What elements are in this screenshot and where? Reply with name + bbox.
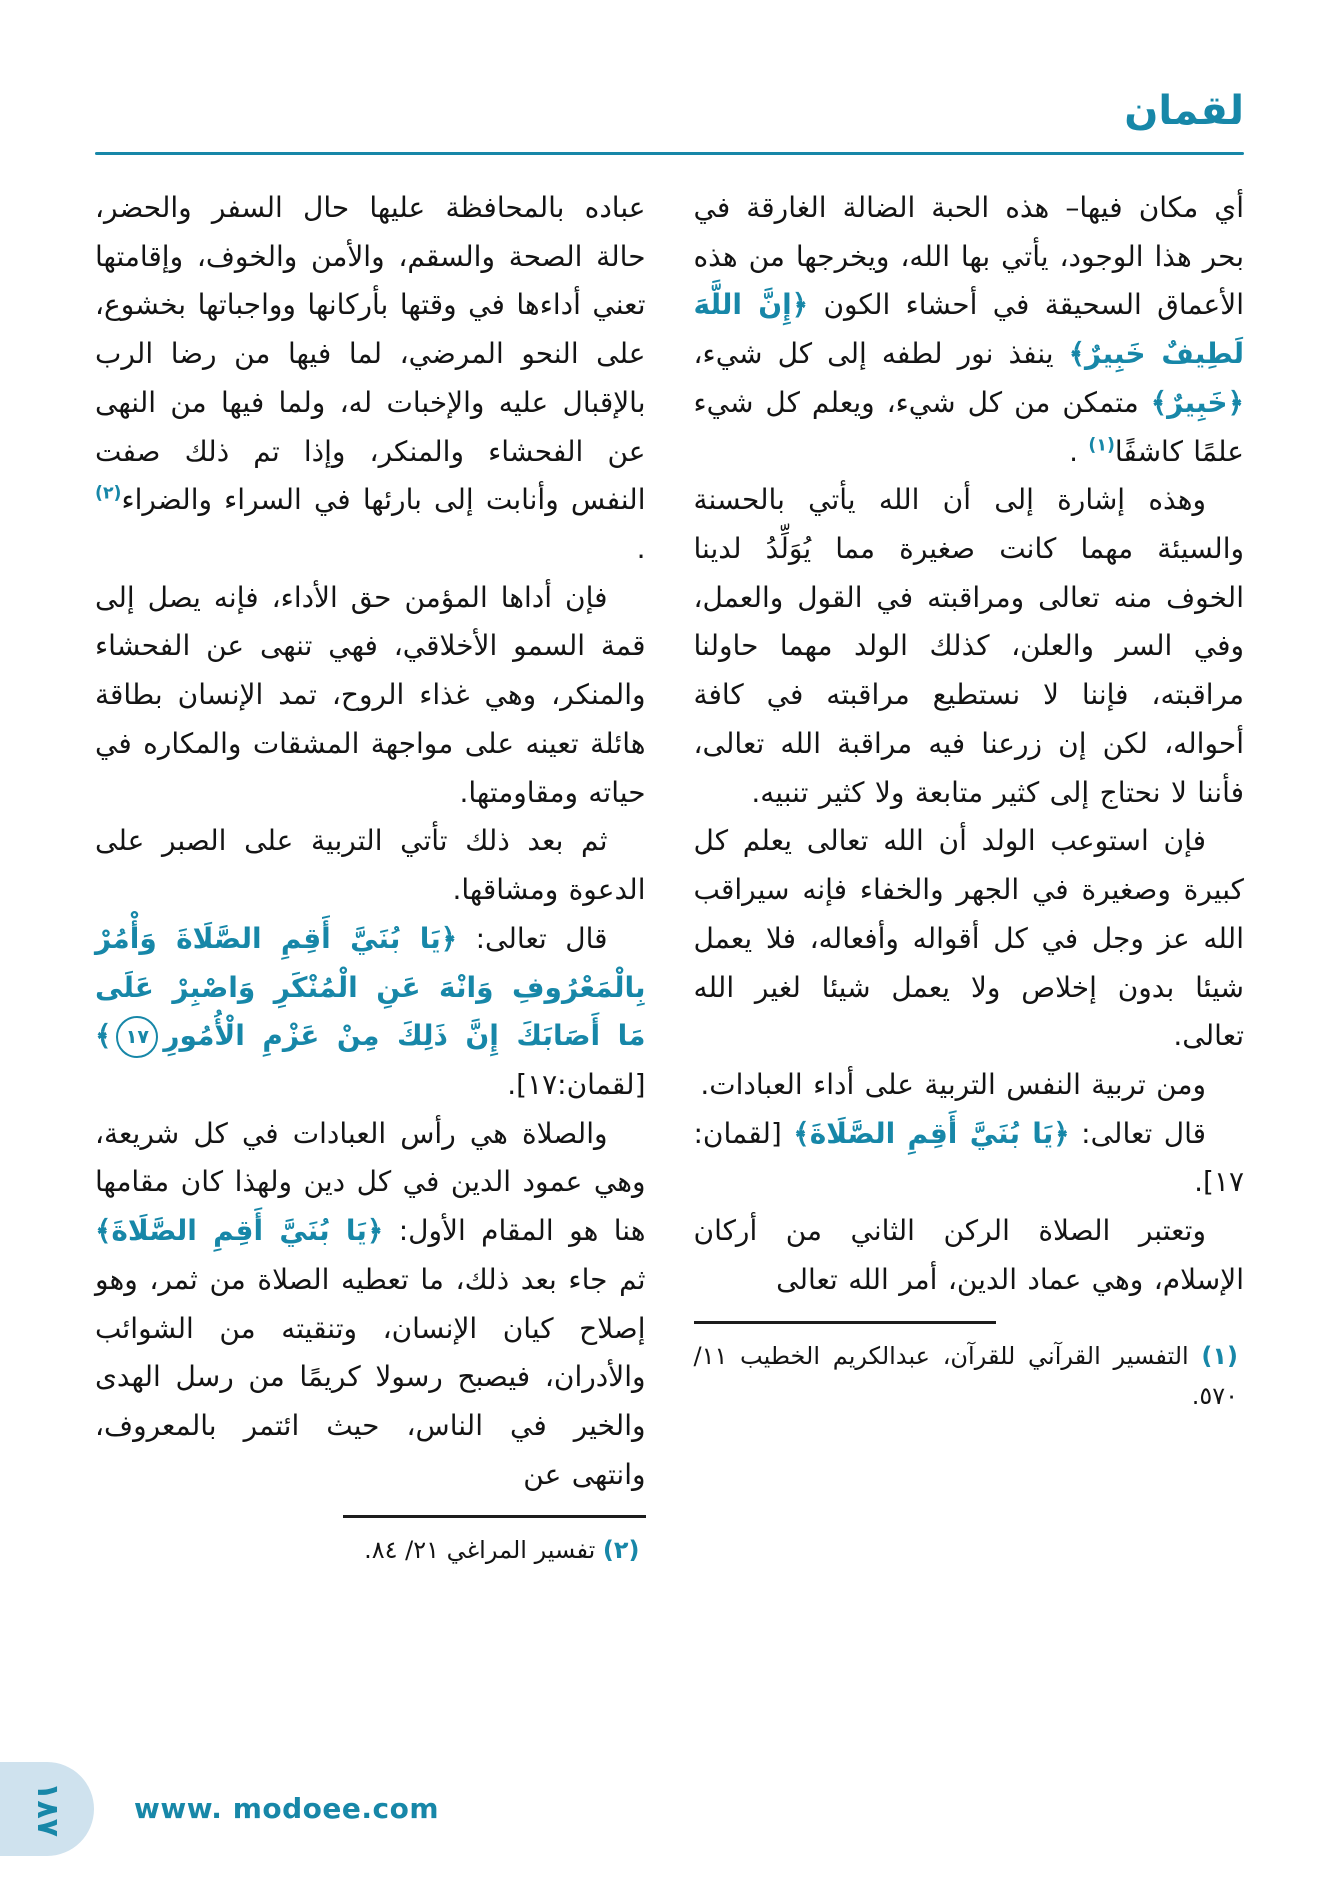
quran-verse: ﴿خَبِيرٌ﴾: [1150, 385, 1244, 419]
body-text: [لقمان: ١٧].: [693, 1116, 1244, 1199]
body-text: متمكن من كل شيء، ويعلم كل شيء علمًا كاشفًا: [693, 385, 1244, 468]
ayah-number: ١٧: [116, 1016, 158, 1058]
paragraph: [95, 817, 646, 914]
body-text: .: [636, 532, 646, 566]
right-column: [694, 184, 1245, 1417]
paragraph: [95, 915, 646, 1110]
body-text: فإن استوعب الولد أن الله تعالى يعلم كل كبيرة وصغيرة في الجهر والخفاء فإنه سيراقب الله عز وجل في كل أقواله وأفعاله، فلا يعمل شيئا بدون إخلاص ولا يعمل شيئا لغير الله تعالى.: [693, 824, 1244, 1053]
body-text: ينفذ نور لطفه إلى كل شيء،: [693, 337, 1069, 371]
quran-verse: ﴿يَا بُنَيَّ أَقِمِ الصَّلَاةَ﴾: [95, 1214, 384, 1248]
footnote: [694, 1336, 1245, 1418]
footnote: [95, 1530, 646, 1571]
paragraph: [694, 476, 1245, 817]
quran-verse: ﴿يَا بُنَيَّ أَقِمِ الصَّلَاةَ وَأْمُرْ بِالْمَعْرُوفِ وَانْهَ عَنِ الْمُنْكَرِ وَاصْبِرْ عَلَى مَا أَصَابَكَ إِنَّ ذَلِكَ مِنْ عَزْمِ الْأُمُورِ: [95, 921, 646, 1053]
footnote-text: تفسير المراغي ٢١/ ٨٤.: [364, 1536, 603, 1565]
body-text: ومن تربية النفس التربية على أداء العبادات.: [700, 1067, 1206, 1101]
left-column: [95, 184, 646, 1571]
body-text: وتعتبر الصلاة الركن الثاني من أركان الإسلام، وهي عماد الدين، أمر الله تعالى: [693, 1214, 1244, 1296]
header-divider: [95, 152, 1244, 155]
body-text: وهذه إشارة إلى أن الله يأتي بالحسنة والسيئة مهما كانت صغيرة مما يُوَلِّدُ لدينا الخوف منه تعالى ومراقبته في القول والعمل، وفي السر والعلن، كذلك الولد مهما حاولنا مراقبته، فإننا لا نستطيع مراقبته في كافة أحواله، لكن إن زرعنا فيه مراقبة الله تعالى، فأننا لا نحتاج إلى كثير متابعة ولا كثير تنبيه.: [693, 483, 1244, 809]
website-link[interactable]: www. modoee.com: [134, 1792, 440, 1825]
body-text: ثم بعد ذلك تأتي التربية على الصبر على الدعوة ومشاقها.: [95, 824, 646, 907]
footnote-number: (١): [1201, 1341, 1238, 1370]
body-text: .: [1069, 434, 1089, 468]
footnote-ref: (١): [1088, 435, 1115, 456]
body-text: قال تعالى:: [1069, 1116, 1207, 1150]
footnote-text: التفسير القرآني للقرآن، عبدالكريم الخطيب ١١/ ٥٧٠.: [693, 1341, 1238, 1411]
paragraph: [694, 1061, 1245, 1110]
body-text: فإن أداها المؤمن حق الأداء، فإنه يصل إلى قمة السمو الأخلاقي، فهي تنهى عن الفحشاء والمنكر، وهي غذاء الروح، تمد الإنسان بطاقة هائلة تعينه على مواجهة المشقات والمكاره في حياته ومقاومتها.: [95, 580, 646, 809]
quran-verse: ﴾: [95, 1019, 112, 1053]
paragraph: [694, 1110, 1245, 1207]
paragraph: [694, 817, 1245, 1061]
page-number: ١٨٧: [29, 1781, 65, 1837]
body-text: [لقمان:١٧].: [507, 1067, 646, 1101]
paragraph: [694, 1207, 1245, 1304]
paragraph: [95, 574, 646, 818]
quran-verse: ﴿يَا بُنَيَّ أَقِمِ الصَّلَاةَ﴾: [793, 1116, 1070, 1150]
paragraph: [694, 184, 1245, 476]
body-text: قال تعالى:: [457, 921, 608, 955]
footnote-number: (٢): [602, 1536, 640, 1565]
body-text: عباده بالمحافظة عليها حال السفر والحضر، حالة الصحة والسقم، والأمن والخوف، وإقامتها تعني أداءها في وقتها بأركانها وواجباتها بخشوع، على النحو المرضي، لما فيها من رضا الرب بالإقبال عليه والإخبات له، ولما فيها من النهى عن الفحشاء والمنكر، وإذا تم ذلك صفت النفس وأنابت إلى بارئها في السراء والضراء: [95, 191, 646, 517]
page-title: لقمان: [1124, 88, 1244, 134]
footnote-separator: [694, 1321, 997, 1324]
page-number-tab: [0, 1762, 94, 1856]
body-text: ثم جاء بعد ذلك، ما تعطيه الصلاة من ثمر، وهو إصلاح كيان الإنسان، وتنقيته من الشوائب والأدران، فيصبح رسولا كريمًا من رسل الهدى والخير في الناس، حيث ائتمر بالمعروف، وانتهى عن: [95, 1262, 646, 1491]
footnote-ref: (٢): [95, 483, 122, 504]
text-columns: [95, 184, 1244, 1571]
paragraph: [95, 1110, 646, 1500]
body-text: أي مكان فيها– هذه الحبة الضالة الغارقة في بحر هذا الوجود، يأتي بها الله، ويخرجها من هذه الأعماق السحيقة في أحشاء الكون: [693, 191, 1245, 322]
footnote-separator: [343, 1515, 646, 1518]
body-text: والصلاة هي رأس العبادات في كل شريعة، وهي عمود الدين في كل دين ولهذا كان مقامها هنا هو المقام الأول:: [95, 1116, 646, 1248]
paragraph: [95, 184, 646, 574]
quran-verse: ﴿إِنَّ اللَّهَ لَطِيفٌ خَبِيرٌ﴾: [693, 288, 1244, 371]
